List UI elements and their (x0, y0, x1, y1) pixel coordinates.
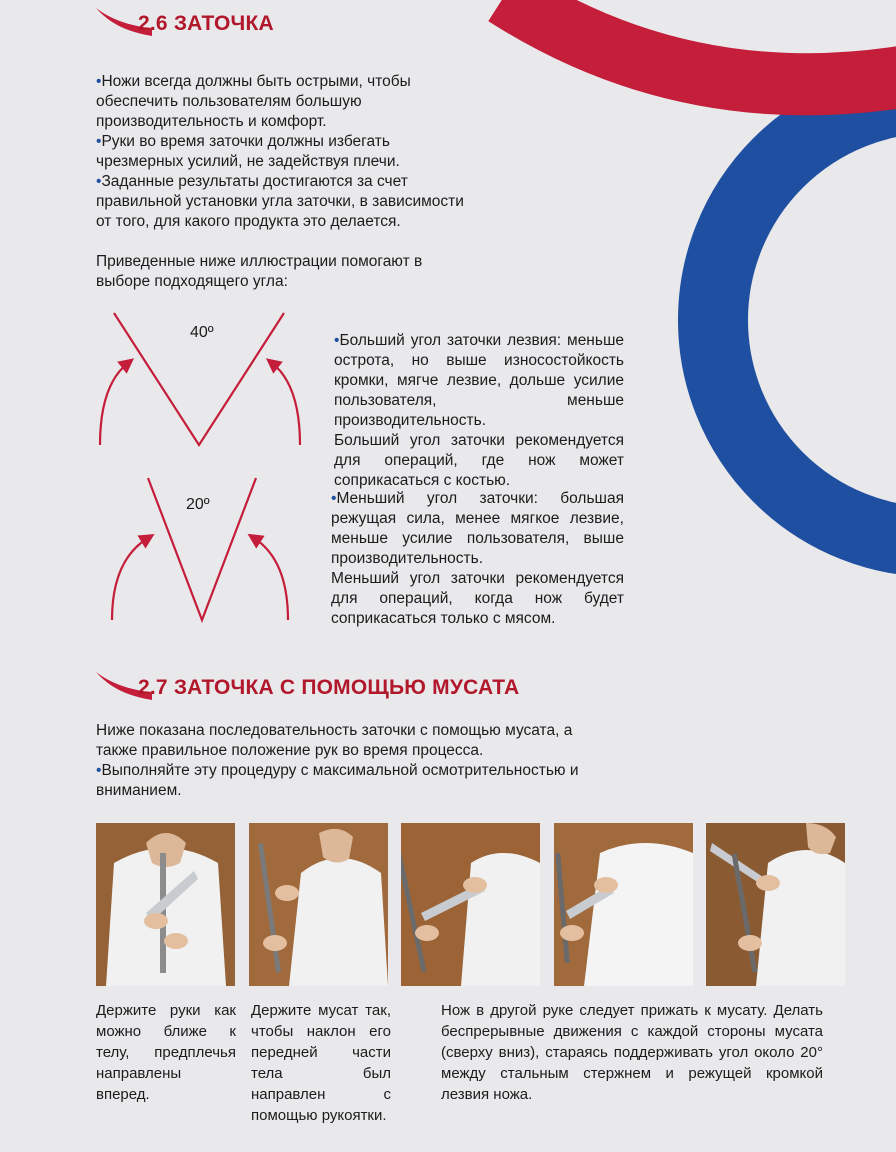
bullet-item: • Выполняйте эту процедуру с максимальной осмотрительностью и вниманием. (96, 761, 596, 801)
angle-20-description (331, 489, 624, 629)
section-title: 2.6 ЗАТОЧКА (138, 12, 274, 35)
angle-intro-text: Приведенные ниже иллюстрации помогают в выборе подходящего угла: (96, 253, 423, 290)
angle-20-label: 20º (186, 496, 210, 513)
section-title: 2.7 ЗАТОЧКА С ПОМОЩЬЮ МУСАТА (138, 676, 520, 699)
caption-step-3: Нож в другой руке следует прижать к мусату. Делать беспрерывные движения с каждой стороны мусата (сверху вниз), стараясь поддерживать угол около 20° между стальным стержнем и режущей кромкой лезвия ножа. (441, 1002, 823, 1103)
photo-step-5 (706, 823, 845, 986)
angle-40-bullet: • Больший угол заточки лезвия: меньше острота, но выше износостойкость кромки, мягче лезвие, дольше усилие пользователя, меньше производительность. (334, 331, 624, 431)
bullet-item: • Заданные результаты достигаются за счет правильной установки угла заточки, в зависимости от того, для какого продукта это делается. (96, 172, 476, 232)
photo-step-2 (249, 823, 388, 986)
section-heading-sharpening (96, 6, 274, 36)
caption-step-2: Держите мусат так, чтобы наклон его передней части тела был направлен с помощью рукоятки. (251, 1002, 391, 1124)
caption-step-1: Держите руки как можно ближе к телу, предплечья направлены вперед. (96, 1002, 236, 1103)
red-arc (505, 0, 896, 84)
section-heading-honing-steel (96, 670, 519, 700)
honing-intro (96, 721, 596, 801)
bullet-item: • Руки во время заточки должны избегать чрезмерных усилий, не задействуя плечи. (96, 132, 476, 172)
angle-20-note: Меньший угол заточки рекомендуется для операций, когда нож будет соприкасаться только с мясом. (331, 570, 624, 627)
angle-40-note: Больший угол заточки рекомендуется для операций, где нож может соприкасаться с костью. (334, 432, 624, 489)
photo-step-1 (96, 823, 235, 986)
honing-intro-text: Ниже показана последовательность заточки с помощью мусата, а также правильное положение рук во время процесса. (96, 722, 573, 759)
photo-step-4 (554, 823, 693, 986)
photo-step-3 (401, 823, 540, 986)
sharpening-bullets (96, 72, 476, 292)
angle-40-label: 40º (190, 324, 214, 341)
bullet-item: • Ножи всегда должны быть острыми, чтобы обеспечить пользователям большую производительность и комфорт. (96, 72, 476, 132)
blue-ring (713, 98, 896, 542)
angle-20-bullet: • Меньший угол заточки: большая режущая сила, менее мягкое лезвие, меньше усилие пользователя, выше производительность. (331, 489, 624, 569)
angle-40-description (334, 331, 624, 491)
